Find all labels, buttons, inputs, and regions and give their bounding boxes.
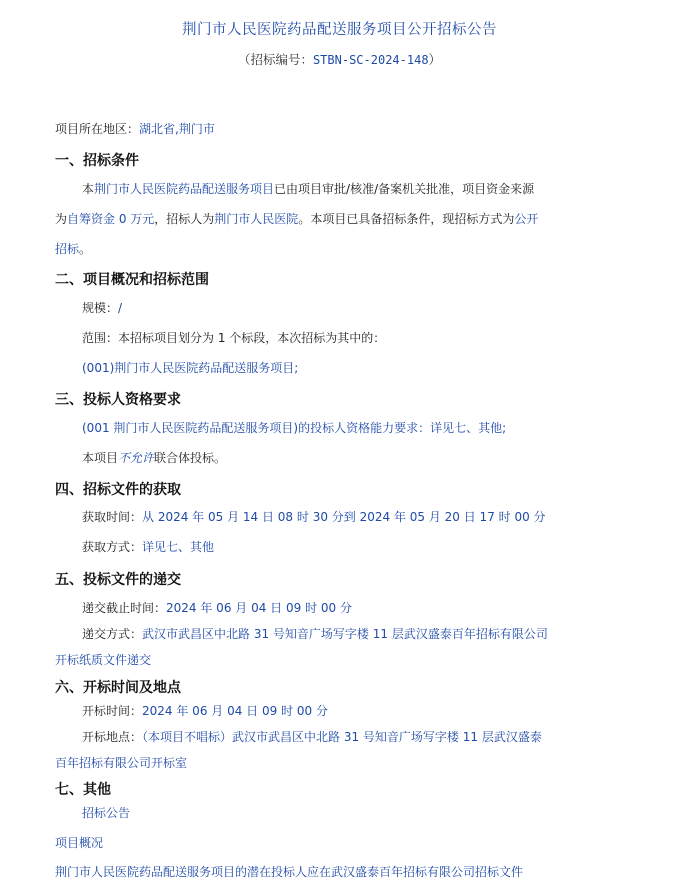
section-6-heading: 六、开标时间及地点 xyxy=(55,680,181,696)
open-place-value: （本项目不唱标）武汉市武昌区中北路 31 号知音广场写字楼 11 层武汉盛泰 xyxy=(142,730,542,744)
s1-text-approval: 已由项目审批/核准/备案机关批准，项目资金来源 xyxy=(274,182,535,196)
s1-text: ，招标人为 xyxy=(154,212,215,226)
open-time-value: 2024 年 06 月 04 日 09 时 00 分 xyxy=(142,704,328,718)
obtain-time-value: 从 2024 年 05 月 14 日 08 时 30 分到 2024 年 05 月 20 日 17 时 00 分 xyxy=(142,510,546,524)
s1-project-name: 荆门市人民医院药品配送服务项目 xyxy=(94,182,275,196)
open-place-label: 开标地点： xyxy=(82,730,143,744)
open-time-label: 开标时间： xyxy=(82,704,143,718)
submit-method-label: 递交方式： xyxy=(82,627,143,641)
s3-line-1 xyxy=(82,420,506,436)
s4-method xyxy=(82,539,214,555)
submit-method-value: 武汉市武昌区中北路 31 号知音广场写字楼 11 层武汉盛泰百年招标有限公司 xyxy=(142,627,548,641)
s3-not-allowed: 不允许 xyxy=(118,451,155,465)
tender-number-suffix: ） xyxy=(428,52,442,67)
obtain-method-value: 详见七、其他 xyxy=(142,540,215,554)
scale-value: / xyxy=(118,301,123,315)
tender-number-prefix: （招标编号： xyxy=(237,52,313,67)
s1-text: 本 xyxy=(82,182,95,196)
section-2-heading: 二、项目概况和招标范围 xyxy=(55,272,209,288)
s5-method xyxy=(82,626,548,642)
region-value: 湖北省,荆门市 xyxy=(139,122,215,136)
section-5-heading: 五、投标文件的递交 xyxy=(55,572,181,588)
s3-text: 的投标人资格能力要求： xyxy=(298,421,431,435)
s2-scale xyxy=(82,300,122,316)
s1-method-part: 公开 xyxy=(514,212,539,226)
section-3-heading: 三、投标人资格要求 xyxy=(55,392,181,408)
s4-time xyxy=(82,509,546,525)
section-4-heading: 四、招标文件的获取 xyxy=(55,482,181,498)
s1-line-2 xyxy=(55,211,538,227)
region-label: 项目所在地区： xyxy=(55,122,140,136)
s1-tenderer: 荆门市人民医院 xyxy=(214,212,299,226)
section-1-heading: 一、招标条件 xyxy=(55,153,139,169)
s3-lot-name: (001 荆门市人民医院药品配送服务项目) xyxy=(82,421,299,435)
s1-funding: 自筹资金 0 万元 xyxy=(67,212,155,226)
s3-text: 联合体投标。 xyxy=(154,451,227,465)
page-title: 荆门市人民医院药品配送服务项目公开招标公告 xyxy=(182,22,497,38)
s2-lot: (001)荆门市人民医院药品配送服务项目; xyxy=(82,361,299,375)
s2-scope: 范围：本招标项目划分为 1 个标段，本次招标为其中的： xyxy=(82,331,386,345)
s1-line-1 xyxy=(82,181,534,197)
deadline-label: 递交截止时间： xyxy=(82,601,167,615)
s5-deadline xyxy=(82,600,352,616)
s6-place xyxy=(82,729,542,745)
s6-place-cont: 百年招标有限公司开标室 xyxy=(55,756,188,770)
deadline-value: 2024 年 06 月 04 日 09 时 00 分 xyxy=(166,601,352,615)
obtain-method-label: 获取方式： xyxy=(82,540,143,554)
s7-last-line: 荆门市人民医院药品配送服务项目的潜在投标人应在武汉盛泰百年招标有限公司招标文件 xyxy=(55,865,524,879)
s3-see-other: 详见七、其他; xyxy=(430,421,507,435)
s1-text: 。 xyxy=(79,242,92,256)
s1-line-3 xyxy=(55,241,91,257)
s1-text: 为 xyxy=(55,212,68,226)
s1-text: 。本项目已具备招标条件，现招标方式为 xyxy=(298,212,515,226)
s3-text: 本项目 xyxy=(82,451,119,465)
s1-method-part: 招标 xyxy=(55,242,80,256)
s7-notice: 招标公告 xyxy=(82,806,131,820)
scale-label: 规模： xyxy=(82,301,119,315)
s7-overview: 项目概况 xyxy=(55,836,104,850)
obtain-time-label: 获取时间： xyxy=(82,510,143,524)
s3-line-2 xyxy=(82,450,226,466)
s6-time xyxy=(82,703,328,719)
tender-number xyxy=(0,50,679,68)
project-region xyxy=(55,121,215,137)
s5-method-cont: 开标纸质文件递交 xyxy=(55,653,152,667)
section-7-heading: 七、其他 xyxy=(55,782,111,798)
tender-number-code: STBN-SC-2024-148 xyxy=(312,53,429,67)
